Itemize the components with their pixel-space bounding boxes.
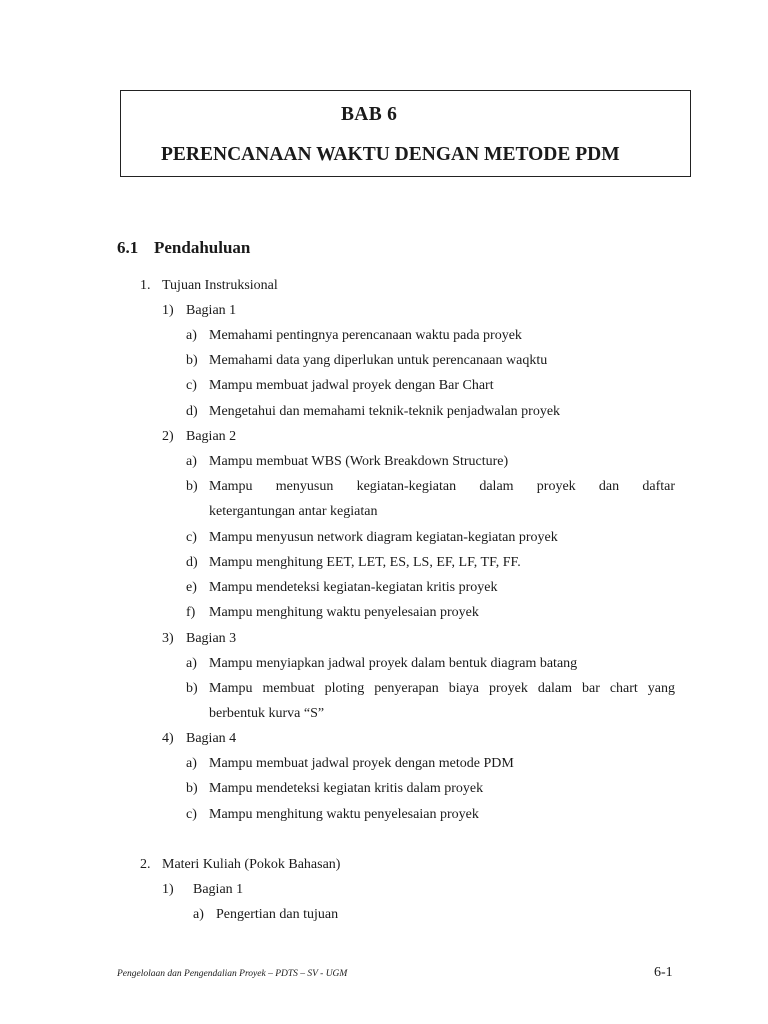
item-label: 1. — [140, 278, 151, 293]
item-text: Mampu menghitung waktu penyelesaian proyek — [209, 605, 479, 620]
chapter-title: PERENCANAAN WAKTU DENGAN METODE PDM — [161, 144, 620, 165]
item-text: berbentuk kurva “S” — [209, 706, 325, 721]
item-text: ketergantungan antar kegiatan — [209, 504, 378, 519]
item-label: 4) — [162, 731, 174, 746]
item-label: b) — [186, 353, 198, 368]
item-label: a) — [186, 328, 197, 343]
item-text: Mampu membuat jadwal proyek dengan metode PDM — [209, 756, 514, 771]
section-title: Pendahuluan — [154, 238, 251, 257]
item-text: Memahami data yang diperlukan untuk perencanaan waqktu — [209, 353, 548, 368]
item-text: Mampu menghitung waktu penyelesaian proyek — [209, 807, 479, 822]
item-label: d) — [186, 404, 198, 419]
section-number: 6.1 — [117, 238, 139, 257]
item-text: Pengertian dan tujuan — [216, 907, 339, 922]
page-number: 6-1 — [654, 965, 673, 980]
item-text: Bagian 3 — [186, 631, 237, 646]
item-label: 1) — [162, 303, 174, 318]
item-label: f) — [186, 605, 196, 620]
footer-course-title: Pengelolaan dan Pengendalian Proyek – PDTS – SV - UGM — [117, 969, 348, 979]
item-label: a) — [186, 656, 197, 671]
item-label: a) — [186, 756, 197, 771]
chapter-number: BAB 6 — [341, 104, 398, 125]
chapter-title-box — [120, 90, 691, 177]
item-text: Mampu menyusun kegiatan-kegiatan dalam proyek dan daftar — [209, 479, 675, 494]
item-text: Memahami pentingnya perencanaan waktu pada proyek — [209, 328, 522, 343]
item-text: Mampu membuat ploting penyerapan biaya proyek dalam bar chart yang — [209, 681, 675, 696]
item-label: c) — [186, 530, 197, 545]
item-text: Bagian 4 — [186, 731, 237, 746]
item-text: Bagian 2 — [186, 429, 237, 444]
item-label: a) — [186, 454, 197, 469]
item-text: Mampu menyiapkan jadwal proyek dalam bentuk diagram batang — [209, 656, 578, 671]
item-label: b) — [186, 781, 198, 796]
item-text: Bagian 1 — [193, 882, 244, 897]
item-text: Mampu membuat WBS (Work Breakdown Structure) — [209, 454, 509, 469]
item-label: b) — [186, 681, 198, 696]
item-text: Tujuan Instruksional — [162, 278, 278, 293]
section-heading — [117, 238, 250, 258]
item-text: Mampu menghitung EET, LET, ES, LS, EF, LF, TF, FF. — [209, 555, 521, 570]
item-label: c) — [186, 807, 197, 822]
item-text: Mampu membuat jadwal proyek dengan Bar Chart — [209, 378, 494, 393]
item-label: e) — [186, 580, 197, 595]
item-text: Mampu mendeteksi kegiatan-kegiatan kritis proyek — [209, 580, 498, 595]
item-label: 3) — [162, 631, 174, 646]
item-text: Bagian 1 — [186, 303, 237, 318]
item-label: 2) — [162, 429, 174, 444]
item-text: Materi Kuliah (Pokok Bahasan) — [162, 857, 341, 872]
item-label: b) — [186, 479, 198, 494]
item-label: 1) — [162, 882, 174, 897]
item-text: Mampu menyusun network diagram kegiatan-kegiatan proyek — [209, 530, 558, 545]
item-text: Mampu mendeteksi kegiatan kritis dalam proyek — [209, 781, 484, 796]
item-label: d) — [186, 555, 198, 570]
item-label: a) — [193, 907, 204, 922]
item-text: Mengetahui dan memahami teknik-teknik penjadwalan proyek — [209, 404, 561, 419]
item-label: c) — [186, 378, 197, 393]
item-label: 2. — [140, 857, 151, 872]
